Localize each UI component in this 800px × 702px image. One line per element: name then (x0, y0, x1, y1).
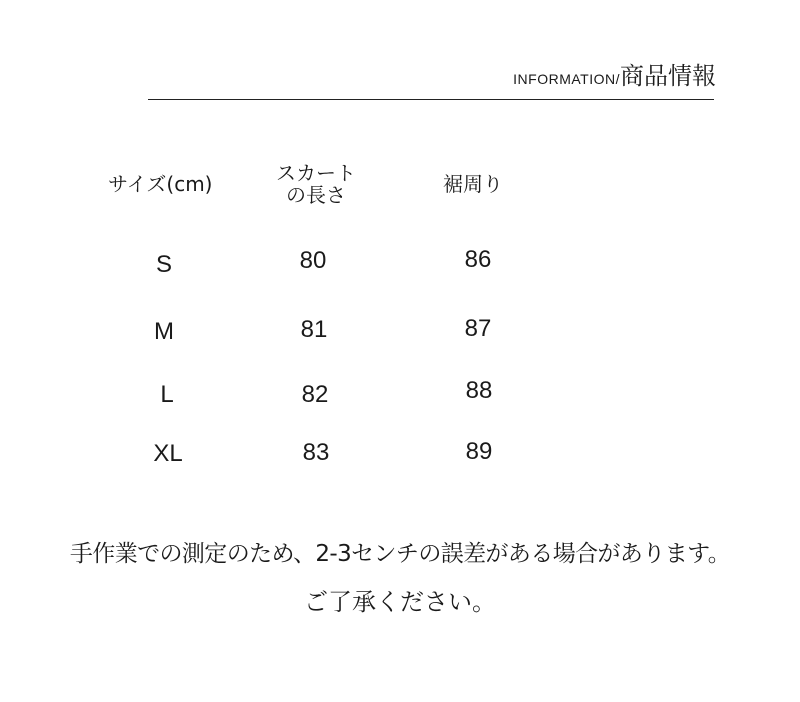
header-label-en: INFORMATION/ (513, 71, 620, 87)
note-line-1: 手作業での測定のため、2-3センチの誤差がある場合があります。 (69, 541, 731, 567)
length-cell: 80 (299, 247, 327, 274)
length-cell: 81 (300, 316, 328, 343)
header-label-jp: 商品情報 (620, 62, 716, 90)
column-header-size: サイズ(cm) (108, 172, 213, 196)
column-header-hem: 裾周り (443, 172, 503, 196)
hem-cell: 87 (464, 315, 492, 342)
product-info-header (513, 56, 716, 91)
column-header-length (268, 162, 364, 206)
column-header-length-line2: の長さ (286, 183, 346, 207)
hem-cell: 86 (464, 246, 492, 273)
note-line-2: ご了承ください。 (304, 588, 496, 616)
hem-cell: 88 (465, 377, 493, 404)
size-cell: M (154, 318, 174, 345)
size-cell: XL (153, 440, 183, 467)
column-header-length-line1: スカート (276, 161, 356, 185)
size-cell: S (155, 251, 172, 278)
size-cell: L (160, 381, 174, 408)
header-divider (148, 99, 714, 100)
length-cell: 82 (301, 381, 329, 408)
hem-cell: 89 (465, 438, 493, 465)
length-cell: 83 (302, 439, 330, 466)
